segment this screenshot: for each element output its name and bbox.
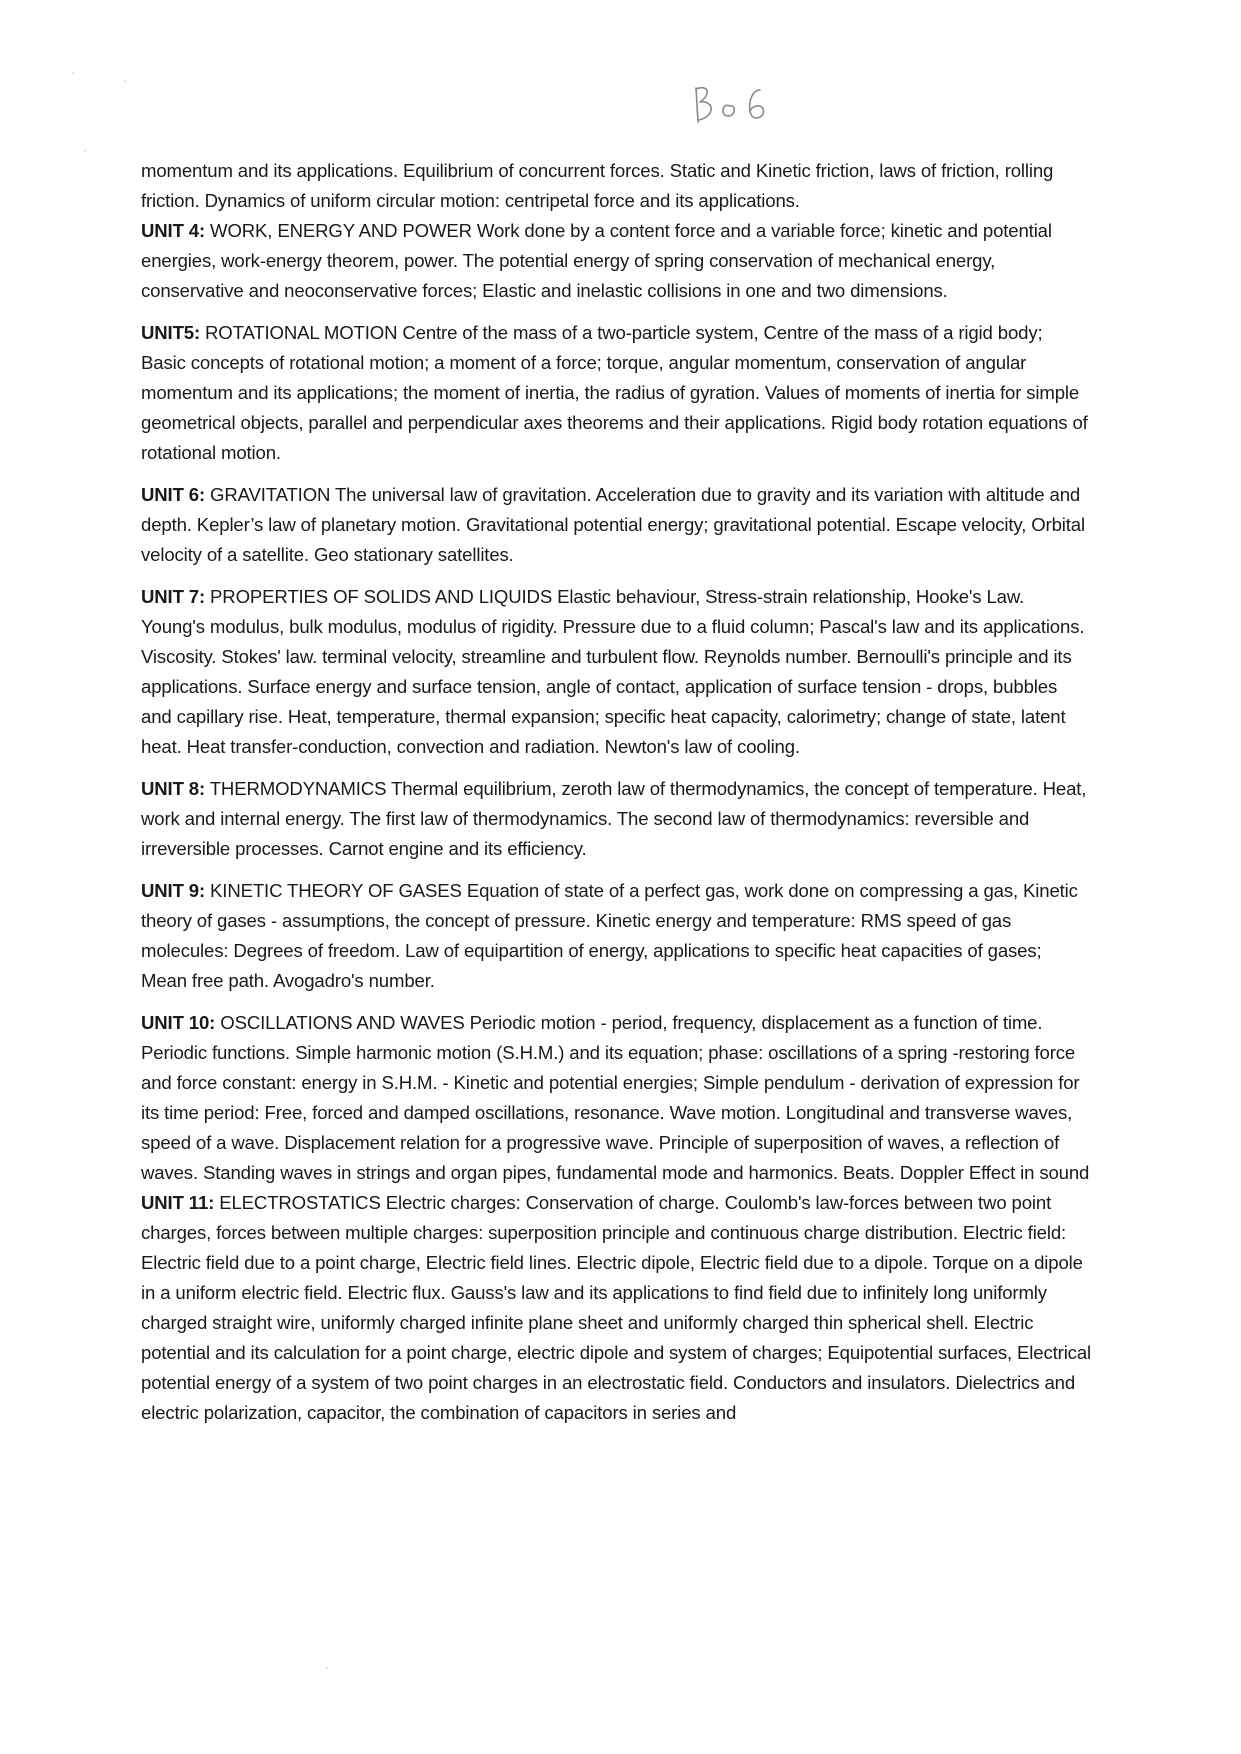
paragraph-text: ELECTROSTATICS Electric charges: Conservation of charge. Coulomb's law-forces between two point charges, forces between multiple charges: superposition principle and continuous charge distribution. Electric field: Electric field due to a point charge, Electric field lines. Electric dipole, Electric field due to a dipole. Torque on a dipole in a uniform electric field. Electric flux. Gauss's law and its applications to find field due to infinitely long uniformly charged straight wire, uniformly charged infinite plane sheet and uniformly charged thin spherical shell. Electric potential and its calculation for a point charge, electric dipole and system of charges; Equipotential surfaces, Electrical potential energy of a system of two point charges in an electrostatic field. Conductors and insulators. Dielectrics and electric polarization, capacitor, the combination of capacitors in series and [141,1192,1091,1423]
handwritten-page-code [690,80,780,128]
paragraph-unit-4 [141,216,1091,306]
paragraph-text: PROPERTIES OF SOLIDS AND LIQUIDS Elastic behaviour, Stress-strain relationship, Hooke's Law. Young's modulus, bulk modulus, modulus of rigidity. Pressure due to a fluid column; Pascal's law and its applications. Viscosity. Stokes' law. terminal velocity, streamline and turbulent flow. Reynolds number. Bernoulli's principle and its applications. Surface energy and surface tension, angle of contact, application of surface tension - drops, bubbles and capillary rise. Heat, temperature, thermal expansion; specific heat capacity, calorimetry; change of state, latent heat. Heat transfer-conduction, convection and radiation. Newton's law of cooling. [141,586,1085,757]
paragraph-text: momentum and its applications. Equilibrium of concurrent forces. Static and Kinetic friction, laws of friction, rolling friction. Dynamics of uniform circular motion: centripetal force and its applications. [141,160,1054,211]
paragraph-unit-7 [141,582,1091,762]
paragraph-text: WORK, ENERGY AND POWER Work done by a content force and a variable force; kinetic and potential energies, work-energy theorem, power. The potential energy of spring conservation of mechanical energy, conservative and neoconservative forces; Elastic and inelastic collisions in one and two dimensions. [141,220,1052,301]
unit-label: UNIT 11: [141,1192,215,1213]
paragraph-unit-8 [141,774,1091,864]
scan-speck [72,72,74,74]
document-body [141,156,1091,1440]
paragraph-text: GRAVITATION The universal law of gravitation. Acceleration due to gravity and its variation with altitude and depth. Kepler’s law of planetary motion. Gravitational potential energy; gravitational potential. Escape velocity, Orbital velocity of a satellite. Geo stationary satellites. [141,484,1085,565]
paragraph-unit-5 [141,318,1091,468]
paragraph-text: KINETIC THEORY OF GASES Equation of state of a perfect gas, work done on compressing a gas, Kinetic theory of gases - assumptions, the concept of pressure. Kinetic energy and temperature: RMS speed of gas molecules: Degrees of freedom. Law of equipartition of energy, applications to specific heat capacities of gases; Mean free path. Avogadro's number. [141,880,1078,991]
paragraph-unit-11 [141,1188,1091,1428]
paragraph-unit-9 [141,876,1091,996]
paragraph-momentum [141,156,1091,216]
scan-speck [124,80,126,82]
unit-label: UNIT 8: [141,778,206,799]
handwritten-page-code-drawing [690,80,780,128]
paragraph-text: ROTATIONAL MOTION Centre of the mass of a two-particle system, Centre of the mass of a rigid body; Basic concepts of rotational motion; a moment of a force; torque, angular momentum, conservation of angular momentum and its applications; the moment of inertia, the radius of gyration. Values of moments of inertia for simple geometrical objects, parallel and perpendicular axes theorems and their applications. Rigid body rotation equations of rotational motion. [141,322,1088,463]
unit-label: UNIT 10: [141,1012,216,1033]
paragraph-unit-6 [141,480,1091,570]
unit-label: UNIT 7: [141,586,206,607]
unit-label: UNIT 6: [141,484,206,505]
scan-speck [84,150,86,152]
unit-label: UNIT 9: [141,880,206,901]
unit-label: UNIT5: [141,322,201,343]
paragraph-unit-10 [141,1008,1091,1188]
unit-label: UNIT 4: [141,220,206,241]
scan-speck [326,1667,328,1669]
paragraph-text: OSCILLATIONS AND WAVES Periodic motion - period, frequency, displacement as a function of time. Periodic functions. Simple harmonic motion (S.H.M.) and its equation; phase: oscillations of a spring -restoring force and force constant: energy in S.H.M. - Kinetic and potential energies; Simple pendulum - derivation of expression for its time period: Free, forced and damped oscillations, resonance. Wave motion. Longitudinal and transverse waves, speed of a wave. Displacement relation for a progressive wave. Principle of superposition of waves, a reflection of waves. Standing waves in strings and organ pipes, fundamental mode and harmonics. Beats. Doppler Effect in sound [141,1012,1090,1183]
paragraph-text: THERMODYNAMICS Thermal equilibrium, zeroth law of thermodynamics, the concept of temperature. Heat, work and internal energy. The first law of thermodynamics. The second law of thermodynamics: reversible and irreversible processes. Carnot engine and its efficiency. [141,778,1087,859]
